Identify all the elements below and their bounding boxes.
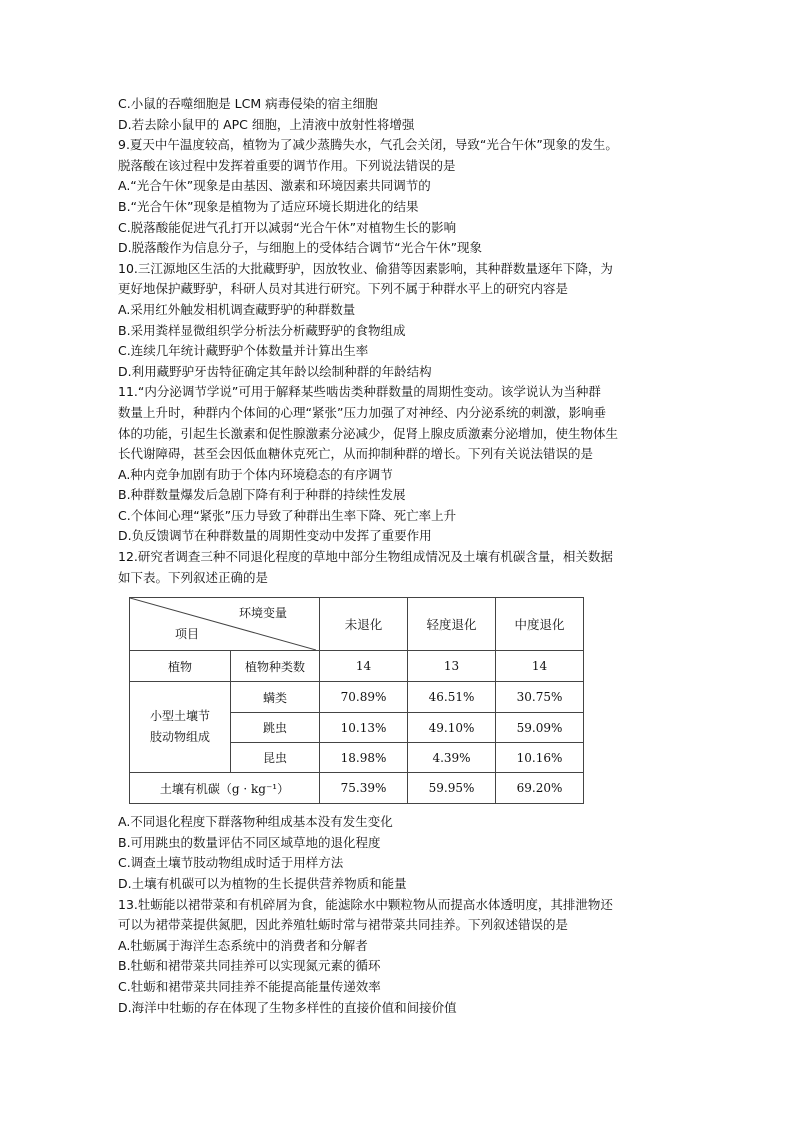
text-line: C.小鼠的吞噬细胞是 LCM 病毒侵染的宿主细胞 <box>118 96 378 111</box>
table-cell: 69.20% <box>496 773 584 804</box>
table-row <box>130 773 584 804</box>
row-label: 昆虫 <box>231 743 320 773</box>
option-c: C.连续几年统计藏野驴个体数量并计算出生率 <box>118 343 369 359</box>
question-11-stem: 数量上升时，种群内个体间的心理“紧张”压力加强了对神经、内分泌系统的刺激，影响垂 <box>118 404 606 420</box>
table-row <box>130 682 584 713</box>
option-b: B.牡蛎和裙带菜共同挂养可以实现氮元素的循环 <box>118 958 381 974</box>
question-9-stem: 脱落酸在该过程中发挥着重要的调节作用。下列说法错误的是 <box>118 157 456 173</box>
column-header: 轻度退化 <box>408 598 496 651</box>
text-block-before <box>118 94 678 588</box>
option-a: A.不同退化程度下群落物种组成基本没有发生变化 <box>118 814 393 830</box>
question-10-stem: 更好地保护藏野驴，科研人员对其进行研究。下列不属于种群水平上的研究内容是 <box>118 281 569 297</box>
option-c: C.脱落酸能促进气孔打开以减弱“光合午休”对植物生长的影响 <box>118 219 457 235</box>
table-cell: 13 <box>408 651 496 682</box>
table-row <box>130 651 584 682</box>
question-12-stem: 12.研究者调查三种不同退化程度的草地中部分生物组成情况及土壤有机碳含量，相关数据 <box>118 549 613 565</box>
question-10-stem: 10.三江源地区生活的大批藏野驴，因放牧业、偷猎等因素影响，其种群数量逐年下降，为 <box>118 260 613 276</box>
column-header: 中度退化 <box>496 598 584 651</box>
document-page <box>118 94 678 1018</box>
option-a: A.采用红外触发相机调查藏野驴的种群数量 <box>118 301 356 317</box>
group-label-line: 小型土壤节 <box>149 709 210 724</box>
column-header: 未退化 <box>320 598 408 651</box>
option-b: B.种群数量爆发后急剧下降有利于种群的持续性发展 <box>118 487 406 503</box>
table-cell: 30.75% <box>496 682 584 713</box>
table-cell: 18.98% <box>320 743 408 773</box>
table-cell: 14 <box>496 651 584 682</box>
header-top-label: 环境变量 <box>238 606 287 621</box>
option-b: B.“光合午休”现象是植物为了适应环境长期进化的结果 <box>118 198 419 214</box>
question-11-stem: 长代谢障碍，甚至会因低血糖休克死亡，从而抑制种群的增长。下列有关说法错误的是 <box>118 446 594 462</box>
table-cell: 49.10% <box>408 713 496 743</box>
option-b: B.可用跳虫的数量评估不同区域草地的退化程度 <box>118 834 381 850</box>
text-block-after <box>118 812 678 1018</box>
option-c: C.牡蛎和裙带菜共同挂养不能提高能量传递效率 <box>118 979 381 994</box>
row-label: 跳虫 <box>231 713 320 743</box>
option-a: A.牡蛎属于海洋生态系统中的消费者和分解者 <box>118 937 368 953</box>
option-a: A.“光合午休”现象是由基因、激素和环境因素共同调节的 <box>118 178 431 194</box>
table-cell: 75.39% <box>320 773 408 804</box>
option-a: A.种内竞争加剧有助于个体内环境稳态的有序调节 <box>118 466 393 482</box>
table-cell: 59.09% <box>496 713 584 743</box>
group-label-line: 肢动物组成 <box>149 730 210 745</box>
row-group-label: 植物 <box>130 651 231 682</box>
table-cell: 59.95% <box>408 773 496 804</box>
header-bottom-label: 项目 <box>175 627 200 642</box>
option-d: D.脱落酸作为信息分子，与细胞上的受体结合调节“光合午休”现象 <box>118 240 483 256</box>
text-line: D.若去除小鼠甲的 APC 细胞，上清液中放射性将增强 <box>118 116 415 132</box>
option-d: D.负反馈调节在种群数量的周期性变动中发挥了重要作用 <box>118 528 432 544</box>
option-c: C.个体间心理“紧张”压力导致了种群出生率下降、死亡率上升 <box>118 507 457 523</box>
row-label: 螨类 <box>231 682 320 713</box>
question-11-stem: 11.“内分泌调节学说”可用于解释某些啮齿类种群数量的周期性变动。该学说认为当种群 <box>118 384 601 400</box>
question-11-stem: 体的功能，引起生长激素和促性腺激素分泌减少，促肾上腺皮质激素分泌增加，使生物体生 <box>118 425 619 441</box>
diagonal-line <box>130 598 316 650</box>
row-label: 土壤有机碳（g · kg⁻¹） <box>130 773 320 804</box>
data-table <box>129 597 584 804</box>
table-cell: 14 <box>320 651 408 682</box>
table-cell: 10.16% <box>496 743 584 773</box>
option-c: C.调查土壤节肢动物组成时适于用样方法 <box>118 855 344 871</box>
row-group-label <box>130 682 231 773</box>
table-header-row <box>130 598 584 651</box>
table-cell: 70.89% <box>320 682 408 713</box>
row-label: 植物种类数 <box>231 651 320 682</box>
option-b: B.采用粪样显微组织学分析法分析藏野驴的食物组成 <box>118 322 406 338</box>
table-cell: 4.39% <box>408 743 496 773</box>
option-d: D.海洋中牡蛎的存在体现了生物多样性的直接价值和间接价值 <box>118 999 457 1015</box>
question-13-stem: 可以为裙带菜提供氮肥，因此养殖牡蛎时常与裙带菜共同挂养。下列叙述错误的是 <box>118 917 569 933</box>
question-13-stem: 13.牡蛎能以裙带菜和有机碎屑为食，能滤除水中颗粒物从而提高水体透明度，其排泄物还 <box>118 896 613 912</box>
question-12-stem: 如下表。下列叙述正确的是 <box>118 569 269 585</box>
option-d: D.土壤有机碳可以为植物的生长提供营养物质和能量 <box>118 876 407 892</box>
question-9-stem: 9.夏天中午温度较高，植物为了减少蒸腾失水，气孔会关闭，导致“光合午休”现象的发生。 <box>118 137 618 153</box>
table-cell: 46.51% <box>408 682 496 713</box>
table-corner-cell <box>130 598 320 651</box>
option-d: D.利用藏野驴牙齿特征确定其年龄以绘制种群的年龄结构 <box>118 363 432 379</box>
table-cell: 10.13% <box>320 713 408 743</box>
